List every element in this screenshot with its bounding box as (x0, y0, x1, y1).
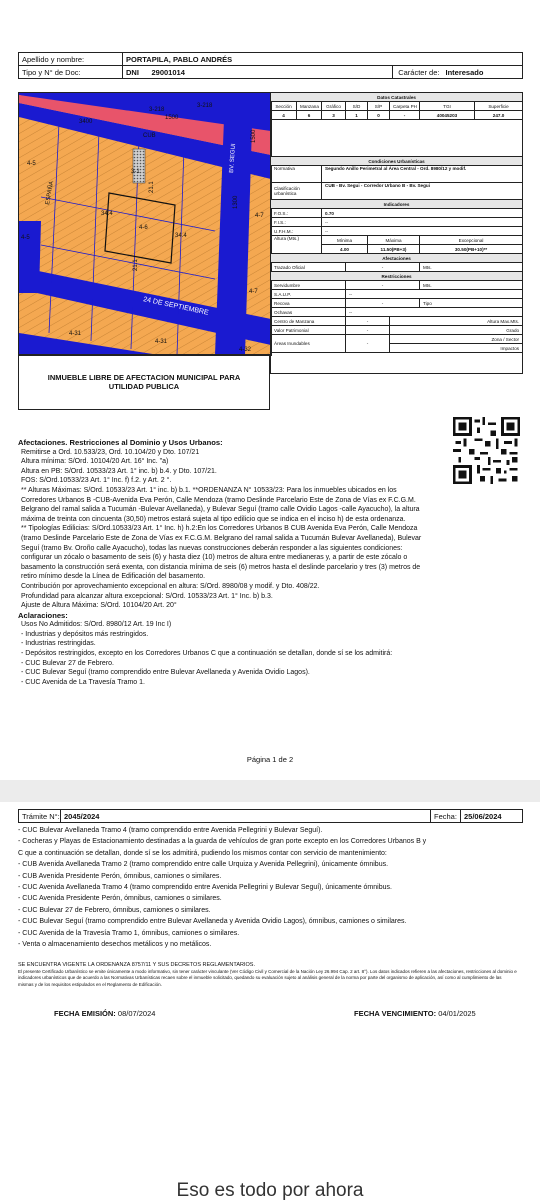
page2-line: - Cocheras y Playas de Estacionamiento destinadas a la guarda de vehículos de gran porte excepto en los Corredores Urbanos B y (18, 838, 427, 846)
vencimiento-label: FECHA VENCIMIENTO: (354, 1009, 437, 1018)
aclaracion-line: Usos No Admitidos: S/Ord. 8980/12 Art. 19 Inc I) (21, 621, 172, 629)
ochavas-label: Ochavas (271, 308, 346, 317)
afectaciones-title: Afectaciones (271, 254, 523, 263)
valor-label: Valor Patrimonial (271, 326, 346, 335)
servidumbre-label: Servidumbre (271, 281, 346, 290)
legal-heading: SE ENCUENTRA VIGENTE LA ORDENANZA 8757/11 Y SUS DECRETOS REGLAMENTARIOS. (18, 962, 255, 968)
servidumbre-mts: Mts. (420, 281, 523, 290)
tipo-value: DNI (123, 66, 149, 79)
map-label-15: 34.4 (101, 211, 113, 217)
map-label-13: BV. SEGUI (229, 143, 238, 174)
catastro-header: Sección (271, 102, 297, 111)
altura-max-label: Altura Max.Mts. (390, 317, 523, 326)
map-label-21: 1300 (233, 195, 239, 209)
page-number: Página 1 de 2 (246, 755, 294, 764)
data-panel-table (270, 92, 523, 374)
catastro-title: Datos Catastrales (271, 93, 523, 102)
body-line: Belgrano del ramal salida a Tucumán -Bulevar Avellaneda), y Bulevar Seguí (tramo calle Ovidio Lagos -calle Ayacucho), la altura (21, 506, 420, 514)
fecha-label: Fecha: (431, 810, 461, 823)
applicant-header-table (18, 52, 523, 79)
page2-line: - CUC Bulevar 27 de Febrero, ómnibus, camiones o similares. (18, 906, 211, 914)
servidumbre-value: - (346, 281, 420, 290)
catastro-value: 247.0 (475, 111, 523, 120)
valor-value: - (346, 326, 390, 335)
map-label-9: 4-31 (69, 331, 82, 337)
aclaracion-line: - Depósitos restringidos, excepto en los Corredores Urbanos C que a continuación se detallan, donde sí se los admitirá: (21, 650, 393, 658)
areas-value: - (346, 335, 390, 353)
body-line: basamento la construcción será exenta, con distancia mínima de seis (6) metros hasta el deslinde parcelario y tres (3) metros de (21, 563, 421, 571)
tramite-header-table (18, 809, 523, 823)
recova-value: - (346, 299, 420, 308)
catastro-value: 40045203 (420, 111, 475, 120)
catastro-value: 1 (346, 111, 368, 120)
aclaracion-line: - CUC Bulevar 27 de Febrero. (21, 659, 114, 667)
body-line: Seguí (tramo Bv. Oroño calle Ayacucho), todas las nuevas construcciones deberán responder a las siguientes condiciones: (21, 544, 403, 552)
body-line: ** Tipologías Edilicias: S/Ord.10533/23 Art. 1° Inc. h) h.2:En los Corredores Urbanos B CUB Avenida Eva Perón, Calle Mendoza (21, 525, 418, 533)
catastro-header: Carpeta PH (390, 102, 420, 111)
clasif-label: Clasificación urbanística (271, 183, 322, 200)
map-label-20: 1500 (251, 129, 257, 143)
affectations-text (18, 438, 448, 687)
qr-code-icon (453, 417, 520, 484)
body-line: FOS: S/Ord.10533/23 Art. 1° Inc. f) f.2. y Art. 2 °. (21, 477, 172, 485)
indicadores-title: Indicadores (271, 200, 523, 209)
exc-label: Excepcional (420, 236, 523, 245)
map-label-5: 3-1 (131, 169, 140, 175)
body-line: Altura en PB: S/Ord. 10533/23 Art. 1° inc. b) b.4. y Dto. 107/21. (21, 467, 217, 475)
tipo-label: Tipo y N° de Doc: (19, 66, 123, 79)
catastro-spacer (271, 120, 523, 157)
vencimiento-block (354, 1009, 476, 1018)
page2-line: - CUB Avenida Presidente Perón, ómnibus, camiones o similares. (18, 872, 222, 880)
map-label-2: CUB (143, 133, 156, 139)
aclaracion-line: - CUC Bulevar Seguí (tramo comprendido entre Bulevar Avellaneda y Avenida Ovidio Lagos). (21, 669, 310, 677)
map-label-1: 3-218 (149, 107, 165, 113)
emision-block (54, 1009, 155, 1018)
areas-label: Áreas Inundables (271, 335, 346, 353)
fos-value: 0.70 (322, 209, 523, 218)
page2-line: - CUC Avenida de la Travesía Tramo 1, ómnibus, camiones o similares. (18, 929, 240, 937)
map-label-6: 4-6 (139, 225, 148, 231)
zona-label: Zona / Sector (390, 335, 523, 344)
emision-value: 08/07/2024 (117, 1009, 156, 1018)
map-label-19: 1500 (165, 115, 179, 121)
page2-line: - CUC Avenida Presidente Perón, ómnibus, camiones o similares. (18, 895, 222, 903)
cadastral-map (18, 92, 272, 356)
catastro-header: S/P (368, 102, 390, 111)
map-label-0: 3-218 (197, 103, 213, 109)
recova-label: Recova (271, 299, 346, 308)
map-label-11: 4-32 (239, 347, 252, 353)
map-dotted-lot (133, 149, 145, 183)
ufhm-label: U.F.H.M.: (271, 227, 322, 236)
centro-label: Centro de Manzana (271, 317, 346, 326)
catastro-value: 6 (297, 111, 322, 120)
page2-text (18, 825, 488, 950)
overlay-message: Eso es todo por ahora (176, 1180, 364, 1201)
catastro-value: 3 (322, 111, 346, 120)
map-svg (19, 93, 271, 355)
grado-label: Grado (390, 326, 523, 335)
aclaracion-line: - CUC Avenida de La Travesía Tramo 1. (21, 678, 145, 686)
max-value: 11.50(PB+3) (368, 245, 420, 254)
body-line: Altura mínima: S/Ord. 10104/20 Art. 16° Inc. "a) (21, 458, 169, 466)
map-label-22: 3400 (79, 119, 93, 125)
map-label-17: 21.1 (149, 181, 155, 193)
emision-label: FECHA EMISIÓN: (54, 1009, 116, 1018)
panel-footer-spacer (271, 353, 523, 374)
map-label-14: 24 DE SEPTIEMBRE (142, 296, 210, 317)
tramite-value: 2045/2024 (61, 810, 431, 823)
aclaraciones-title: Aclaraciones: (18, 610, 68, 620)
apellido-label: Apellido y nombre: (19, 53, 123, 66)
body-line: Contribución por aprovechamiento excepcional en altura: S/Ord. 8980/08 y modif. y Dto. 408/22. (21, 582, 320, 590)
centro-value: - (346, 317, 390, 326)
map-label-7: 4-7 (255, 213, 264, 219)
clasif-value: CUB - Bv. Segui - Corredor Urbano B - Bv. Segui (322, 183, 523, 200)
trazado-label: Trazado Oficial (271, 263, 346, 272)
caracter-label: Carácter de: (393, 66, 443, 79)
page2-line: C que a continuación se detallan, donde sí se los admitirá, pudiendo los mismos contar con servicio de mantenimiento: (18, 849, 387, 857)
map-label-16: 34.4 (175, 233, 187, 239)
body-line: Ajuste de Altura Máxima: S/Ord. 10104/20 Art. 20° (21, 602, 177, 610)
urban-title: Condiciones Urbanísticas (271, 157, 523, 166)
page2-line: - CUC Avenida Avellaneda Tramo 4 (tramo comprendido entre Avenida Pellegrini y Bulevar Seguí), únicamente ómnibus. (18, 884, 392, 892)
body-line: máxima de treinta con cincuenta (30,50) metros estará sujeta al tipo edilicio que se indica en el inciso h) de esta ordenanza. (21, 515, 406, 523)
map-label-10: 4-31 (155, 339, 168, 345)
caracter-value: Interesado (443, 66, 523, 79)
fecha-value: 25/06/2024 (461, 810, 523, 823)
page2-line: - CUC Bulevar Avellaneda Tramo 4 (tramo comprendido entre Avenida Pellegrini y Bulevar Seguí). (18, 827, 323, 834)
fis-label: F.I.S.: (271, 218, 322, 227)
trazado-mts: Mts. (420, 263, 523, 272)
map-label-4: 4-5 (21, 235, 30, 241)
normativa-value: Segundo Anillo Perimetral al Área Central - Ord. 8980/12 y modif. (322, 166, 523, 183)
normativa-label: Normativa (271, 166, 322, 183)
free-affectation-box (18, 354, 270, 410)
vencimiento-value: 04/01/2025 (438, 1009, 476, 1018)
body-line: Corredores Urbanos B -CUB-Avenida Eva Perón, Calle Mendoza (tramo Deslinde Parcelario Este de Zona de Vías ex F.C.G.M. (21, 496, 416, 504)
trazado-value: - (346, 263, 420, 272)
restricciones-title: Restricciones (271, 272, 523, 281)
map-label-3: 4-5 (27, 161, 36, 167)
body-line: Remitirse a Ord. 10.533/23, Ord. 10.104/20 y Dto. 107/21 (21, 448, 200, 456)
body-line: Profundidad para alcanzar altura excepcional: S/Ord. 10533/23 Art. 1° Inc. b) b.3. (21, 592, 273, 600)
page2-line: - CUC Bulevar Seguí (tramo comprendido entre Bulevar Avellaneda y Avenida Ovidio Lagos), ómnibus, camiones o similares. (18, 918, 407, 926)
body-line: ** Alturas Máximas: S/Ord. 10533/23 Art. 1° inc. b) b.1. **ORDENANZA N° 10533/23: Para los inmuebles ubicados en los (21, 486, 397, 494)
body-line: configurar un zócalo o basamento de seis (6) y hasta diez (10) metros de altura entre medianeras y, a partir de este zócalo o (21, 554, 408, 562)
body-line: (tramo Deslinde Parcelario Este de Zona de Vías ex F.C.G.M. Belgrano del ramal salida a Tucumán Bulevar Avellaneda), Bulevar (21, 534, 422, 542)
max-label: Máxima (368, 236, 420, 245)
catastro-header: TGI (420, 102, 475, 111)
affectations-title: Afectaciones. Restricciones al Dominio y Usos Urbanos: (18, 438, 223, 447)
catastro-header: Gráfico (322, 102, 346, 111)
free-affectation-text: INMUEBLE LIBRE DE AFECTACION MUNICIPAL PARA UTILIDAD PUBLICA (47, 373, 241, 391)
legal-text: El presente Certificado Urbanístico se emite únicamente a modo informativo, sin tener carácter vinculante (Ver Código Civil y Comercial de la Nación Ley 26.994 Cap. 2 art. 8°). Los datos indicados refieren a las afectaciones, restricciones al dominio e indicadores urbanísticos que de acuerdo a las Normativas Urbanísticas recaen sobre el inmueble solicitado, quedando su evaluación sujeto al análisis general de la norma por parte del organismo de aplicación, así como al cumplimiento de las mismas y de los requisitos estipulados en el Reglamento de Edificación. (18, 968, 517, 987)
exc-value: 30.50(PB+10)** (420, 245, 523, 254)
catastro-value: 4 (271, 111, 297, 120)
catastro-value: 0 (368, 111, 390, 120)
ufhm-value: -- (322, 227, 523, 236)
impactos-label: Impactos (390, 344, 523, 353)
fis-value: -- (322, 218, 523, 227)
apellido-value: PORTAPILA, PABLO ANDRÉS (123, 53, 523, 66)
saup-label: S.A.U.P. (271, 290, 346, 299)
map-label-12: ESPAÑA (45, 180, 56, 206)
data-panel (270, 92, 522, 374)
recova-tipo: Tipo (420, 299, 523, 308)
tramite-label: Trámite N°: (19, 810, 61, 823)
page-separator (0, 780, 540, 802)
map-label-8: 4-7 (249, 289, 258, 295)
legal-notice (18, 962, 518, 988)
min-value: 4.00 (322, 245, 368, 254)
catastro-header: Manzana (297, 102, 322, 111)
altura-label: Altura (Mts.) (271, 236, 322, 254)
ochavas-value: -- (346, 308, 523, 317)
body-line: retiro mínimo desde la Línea de Edificación del basamento. (21, 573, 206, 581)
map-label-18: 21.1 (133, 259, 139, 271)
fos-label: F.O.S.: (271, 209, 322, 218)
page2-line: - CUB Avenida Avellaneda Tramo 2 (tramo comprendido entre calle Urquiza y Avenida Pellegrini), únicamente ómnibus. (18, 861, 389, 869)
saup-value: -- (346, 290, 523, 299)
aclaracion-line: - Industrias restringidas. (21, 640, 96, 648)
catastro-header: Superficie (475, 102, 523, 111)
aclaracion-line: - Industrias y depósitos más restringidos. (21, 630, 149, 638)
min-label: Mínima (322, 236, 368, 245)
page2-line: - Venta o almacenamiento desechos metálicos y no metálicos. (18, 941, 212, 949)
catastro-header: S/D (346, 102, 368, 111)
catastro-value: - (390, 111, 420, 120)
doc-number: 29001014 (149, 66, 393, 79)
